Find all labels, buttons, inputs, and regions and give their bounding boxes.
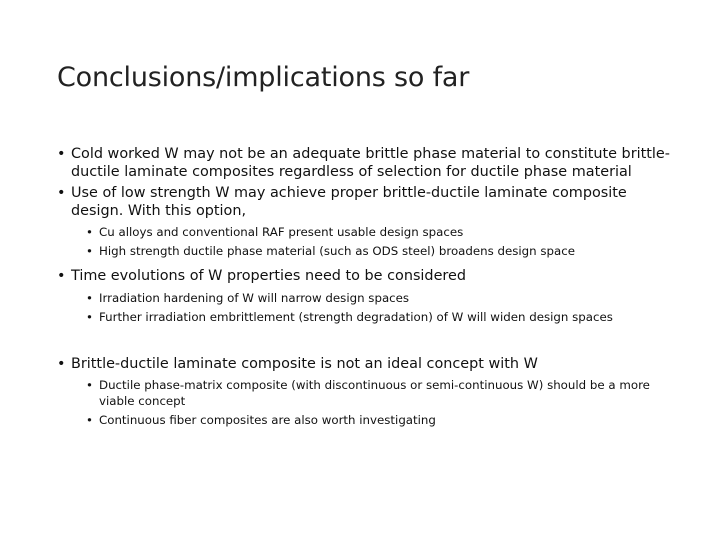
bullet-icon: • (86, 290, 93, 305)
spacer (57, 328, 677, 356)
bullet-point-text: Cold worked W may not be an adequate brittle phase material to constitute brittle-ductile laminate composites regardless of selection for ductile phase material (71, 146, 670, 180)
bullet-icon: • (86, 378, 93, 392)
bullet-icon: • (57, 268, 66, 284)
sub-bullet-text: Ductile phase-matrix composite (with discontinuous or semi-continuous W) should be a more viable concept (99, 378, 650, 408)
bullet-icon: • (57, 185, 66, 201)
sub-bullet-text: Continuous fiber composites are also worth investigating (99, 413, 436, 427)
bullet-icon: • (86, 309, 93, 324)
bullet-point-2 (57, 185, 677, 220)
bullet-icon: • (86, 225, 93, 239)
bullet-point-text: Use of low strength W may achieve proper brittle-ductile laminate composite design. With this option, (71, 185, 627, 219)
sub-bullet-2-2 (57, 243, 677, 259)
bullet-icon: • (86, 244, 93, 258)
bullet-icon: • (57, 355, 66, 372)
bullet-point-1 (57, 146, 677, 181)
sub-bullet-4-2 (57, 412, 677, 428)
bullet-point-text: Time evolutions of W properties need to be considered (71, 268, 467, 284)
sub-bullet-3-1 (57, 290, 677, 306)
sub-bullet-text: Cu alloys and conventional RAF present usable design spaces (99, 225, 464, 239)
sub-bullet-text: Irradiation hardening of W will narrow design spaces (99, 290, 410, 305)
sub-bullet-2-1 (57, 224, 677, 240)
sub-bullet-text: Further irradiation embrittlement (strength degradation) of W will widen design spaces (99, 309, 613, 324)
sub-bullet-text: High strength ductile phase material (such as ODS steel) broadens design space (99, 244, 575, 258)
sub-bullet-4-1 (57, 377, 677, 409)
bullet-point-3 (57, 268, 677, 286)
slide-content (57, 146, 677, 431)
bullet-icon: • (57, 146, 66, 162)
sub-bullet-3-2 (57, 309, 677, 325)
slide-title: Conclusions/implications so far (57, 62, 470, 93)
bullet-icon: • (86, 413, 93, 427)
bullet-point-4 (57, 356, 677, 374)
bullet-point-text: Brittle-ductile laminate composite is not an ideal concept with W (71, 355, 538, 372)
